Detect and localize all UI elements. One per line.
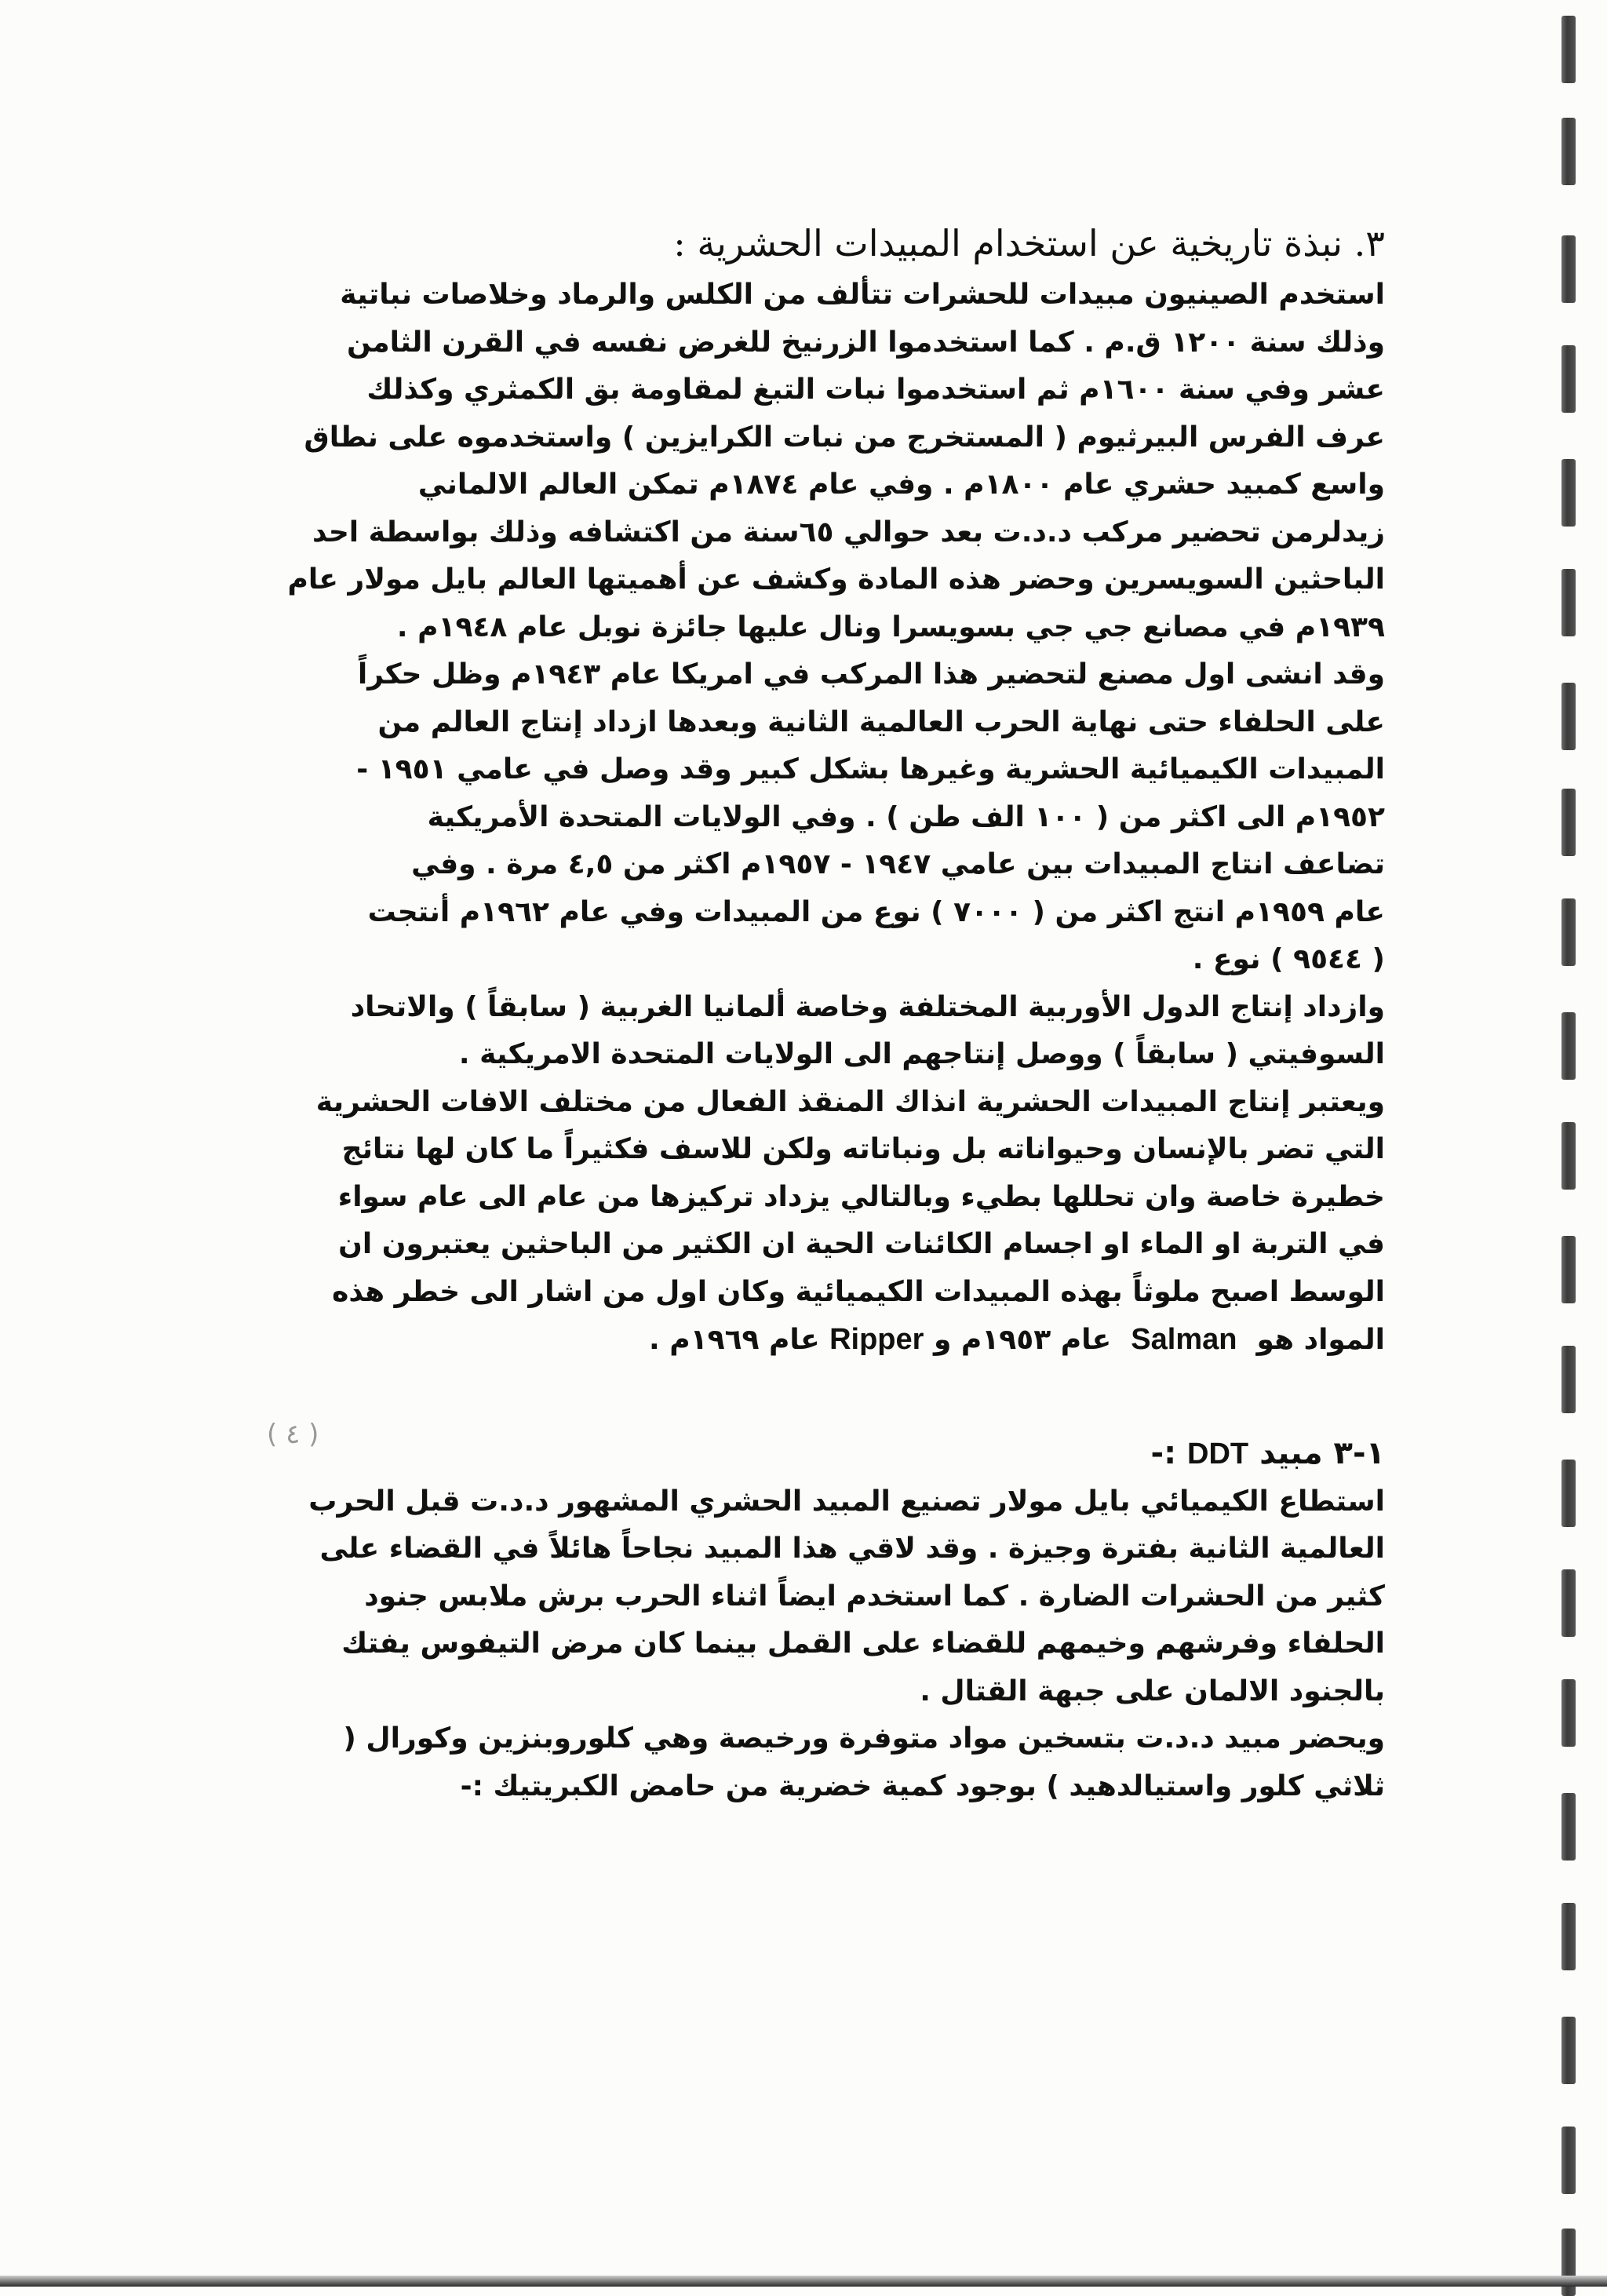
text-line: التي تضر بالإنسان وحيواناته بل ونباتاته ولكن للاسف فكثيراً ما كان لها نتائج (341, 1133, 1385, 1165)
paragraph-ddt-preparation (224, 1715, 1385, 1810)
text-line: الحلفاء وفرشهم وخيمهم للقضاء على القمل بينما كان مرض التيفوس يفتك (341, 1627, 1385, 1660)
punch-hole (1561, 1012, 1576, 1080)
binding-holes (1552, 0, 1576, 2287)
text-line: الوسط اصبح ملوثاً بهذه المبيدات الكيميائية وكان اول من اشار الى خطر هذه (332, 1275, 1385, 1308)
punch-hole (1561, 1679, 1576, 1747)
punch-hole (1561, 235, 1576, 303)
text-line: كثير من الحشرات الضارة . كما استخدم ايضاً اثناء الحرب برش ملابس جنود (364, 1580, 1385, 1613)
text-line: الباحثين السويسرين وحضر هذه المادة وكشف عن أهميتها العالم بايل مولار عام (287, 563, 1385, 596)
text-line: عشر وفي سنة ١٦٠٠م ثم استخدموا نبات التبغ لمقاومة بق الكمثري وكذلك (366, 374, 1385, 406)
punch-hole (1561, 459, 1576, 527)
punch-hole (1561, 569, 1576, 636)
punch-hole (1561, 898, 1576, 966)
text-line: ١٩٣٩م في مصانع جي جي بسويسرا ونال عليها جائزة نوبل عام ١٩٤٨م . (396, 610, 1385, 643)
text-line: عام ١٩٥٩م انتج اكثر من ( ٧٠٠٠ ) نوع من المبيدات وفي عام ١٩٦٢م أنتجت (367, 895, 1385, 928)
ddt-subheading (224, 1429, 1385, 1478)
punch-hole (1561, 1236, 1576, 1303)
punch-hole (1561, 683, 1576, 750)
subheading-number: ١-٣ مبيد (1259, 1434, 1385, 1471)
subheading-term: DDT (1187, 1437, 1249, 1471)
punch-hole (1561, 1569, 1576, 1637)
paragraph-pesticide-dangers (224, 1079, 1385, 1365)
author-name-salman: Salman (1131, 1323, 1237, 1356)
text-line: وقد انشى اول مصنع لتحضير هذا المركب في امريكا عام ١٩٤٣م وظل حكراً (357, 658, 1385, 691)
subheading-suffix: :- (1150, 1434, 1177, 1471)
text-line: المبيدات الكيميائية الحشرية وغيرها بشكل كبير وقد وصل في عامي ١٩٥١ - (356, 753, 1385, 785)
text-line: استطاع الكيميائي بايل مولار تصنيع المبيد الحشري المشهور د.د.ت قبل الحرب (308, 1485, 1385, 1518)
handwritten-page-ref: ( ٤ ) (267, 1419, 319, 1450)
punch-hole (1561, 1122, 1576, 1190)
paragraph-history-origins (224, 272, 1385, 651)
punch-hole (1561, 118, 1576, 185)
page-bottom-edge (0, 2276, 1607, 2287)
text-fragment: عام ١٩٦٩م . (649, 1324, 820, 1356)
text-line: عرف الفرس البيرثيوم ( المستخرج من نبات الكرايزين ) واستخدموه على نطاق (304, 421, 1385, 454)
punch-hole (1561, 1346, 1576, 1413)
text-line: واسع كمبيد حشري عام ١٨٠٠م . وفي عام ١٨٧٤م تمكن العالم الالماني (417, 468, 1385, 501)
paragraph-european-production (224, 984, 1385, 1079)
punch-hole (1561, 2127, 1576, 2194)
text-line: ويعتبر إنتاج المبيدات الحشرية انذاك المنقذ الفعال من مختلف الافات الحشرية (315, 1085, 1385, 1118)
text-line: على الحلفاء حتى نهاية الحرب العالمية الثانية وبعدها ازداد إنتاج العالم من (377, 705, 1385, 738)
text-line: ويحضر مبيد د.د.ت بتسخين مواد متوفرة ورخيصة وهي كلوروبنزين وكورال ( (343, 1722, 1385, 1755)
punch-hole (1561, 1793, 1576, 1860)
punch-hole (1561, 1903, 1576, 1970)
page-content (224, 220, 1385, 1810)
text-line: بالجنود الالمان على جبهة القتال . (920, 1675, 1385, 1707)
text-line: في التربة او الماء او اجسام الكائنات الحية ان الكثير من الباحثين يعتبرون ان (338, 1228, 1385, 1260)
text-line: العالمية الثانية بفترة وجيزة . وقد لاقي هذا المبيد نجاحاً هائلاً في القضاء على (319, 1532, 1385, 1565)
paragraph-ddt-history (224, 1478, 1385, 1716)
text-line: وذلك سنة ١٢٠٠ ق.م . كما استخدموا الزرنيخ للغرض نفسه في القرن الثامن (346, 326, 1385, 359)
text-line: ١٩٥٢م الى اكثر من ( ١٠٠ الف طن ) . وفي الولايات المتحدة الأمريكية (427, 800, 1385, 833)
text-line: خطيرة خاصة وان تحللها بطيء وبالتالي يزداد تركيزها من عام الى عام سواء (337, 1180, 1385, 1213)
text-line-with-names (224, 1316, 1385, 1365)
section-heading: ٣. نبذة تاريخية عن استخدام المبيدات الحشرية : (673, 222, 1385, 264)
paragraph-production-growth (224, 651, 1385, 984)
punch-hole (1561, 16, 1576, 83)
text-line: ( ٩٥٤٤ ) نوع . (1192, 943, 1385, 975)
text-line: تضاعف انتاج المبيدات بين عامي ١٩٤٧ - ١٩٥٧م اكثر من ٤,٥ مرة . وفي (411, 848, 1385, 880)
punch-hole (1561, 345, 1576, 413)
punch-hole (1561, 789, 1576, 856)
text-line: السوفيتي ( سابقاً ) ووصل إنتاجهم الى الولايات المتحدة الامريكية . (458, 1038, 1385, 1070)
text-fragment: عام ١٩٥٣م و (934, 1324, 1112, 1356)
punch-hole (1561, 1460, 1576, 1527)
text-line: زيدلرمن تحضير مركب د.د.ت بعد حوالي ٦٥سنة من اكتشافه وذلك بواسطة احد (312, 516, 1385, 548)
text-line: وازداد إنتاج الدول الأوربية المختلفة وخاصة ألمانيا الغربية ( سابقاً ) والاتحاد (350, 990, 1385, 1023)
author-name-ripper: Ripper (829, 1323, 924, 1356)
text-line: استخدم الصينيون مبيدات للحشرات تتألف من الكلس والرماد وخلاصات نباتية (340, 279, 1385, 311)
text-fragment: المواد هو (1256, 1324, 1385, 1356)
punch-hole (1561, 2017, 1576, 2084)
text-line: ثلاثي كلور واستيالدهيد ) بوجود كمية خضرية من حامض الكبريتيك :- (460, 1769, 1385, 1802)
